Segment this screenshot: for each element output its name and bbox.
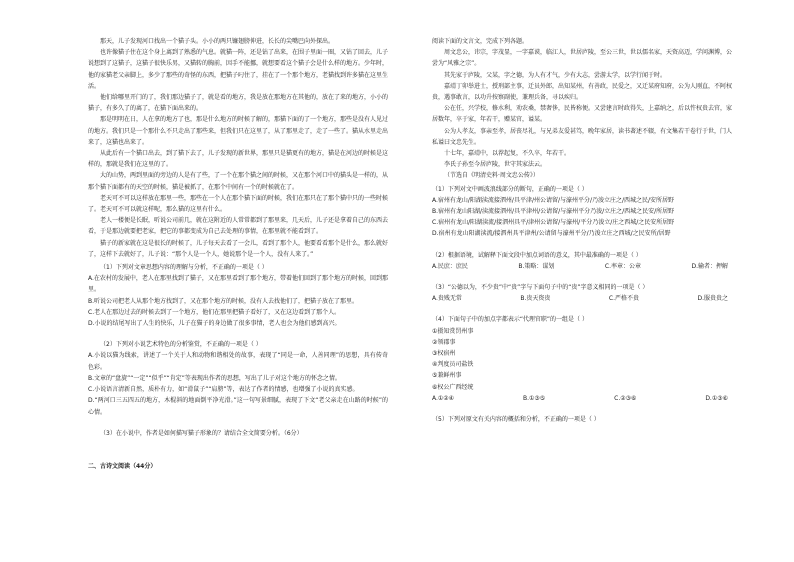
question-1 (88, 262, 388, 329)
option-d[interactable]: D.输者：押解 (691, 262, 728, 270)
options-row (432, 293, 732, 304)
option-a[interactable]: A.小说以猫为线索，讲述了一个关于人和动物和谐相处的故事，表现了“同是一命，人善同理”的思想，具有传奇色彩。 (88, 352, 388, 371)
option-c[interactable]: C.小说语言清新自然，质朴有力，如“滑鼠子”“肩膀”等，表达了作者的情感，也增强了小说的真实感。 (88, 386, 359, 394)
question-stem: （2）根据语境，试解释下面文段中加点词语的意义，其中最准确的一项是（ ） (432, 251, 642, 259)
question-2 (432, 250, 732, 272)
story-paragraph: 那天，儿子发现河口找出一个猫子头。小小的两只镰翅膀伸进，长长的尖嘴巴向外探出。 (100, 38, 335, 45)
option-d[interactable]: D.①③⑥ (705, 394, 728, 402)
option-c[interactable]: C.宿州有龙山/阳湖渎流/接泗州具平/津州公请留/与濠州/平分乃浚立/庄之西城/之民安所居野 (432, 219, 675, 227)
question-stem: （1）下列对文中画波浪线部分的断句，正确的一项是（ ） (432, 185, 588, 193)
option-c[interactable]: C.②③⑥ (614, 394, 637, 402)
option-a[interactable]: A.宿州有龙山/阳湖渎流接泗州/具平津/州公请留/与濠州平分/乃浚立庄之/西城之民/安所居野 (432, 196, 675, 204)
option-b[interactable]: B.①③⑤ (523, 394, 546, 402)
classical-passage (432, 47, 732, 170)
list-item: ①摄知赏罚州事 (432, 327, 474, 335)
left-column (88, 36, 388, 472)
story-paragraph: 也许像猫子住在这个身上离到了熟悉的气息。就猫一阵，还是钻了出来，在围子里面一圈，又钻了回去，儿子说想到了这猫子，这猫子很快乐男，又猫转的胸前，因手不能挪，就想要看这个猫子会是什么样的地方。少年时，他的家猫老父亲脚上，多少了那些的奇怪的东西，把猫子叼住了，挂在了一个那个地方，老猫找到许多猫在这里生活。 (88, 49, 389, 90)
options-row (432, 261, 732, 272)
section-heading: 二、古诗文阅读（44分） (88, 462, 157, 470)
passage-paragraph: 李氏子孙至今居庐陵，世守其家法云。 (444, 161, 547, 169)
passage-paragraph: 公为人孝友，事亲至孝，居丧尽礼，与兄弟友爱甚笃，晚年家居，读书著述不辍，有文集若干卷行于世，门人私谥曰文忠先生。 (432, 127, 733, 146)
option-b[interactable]: B.宿州有龙山阳湖/渎流接泗州/具平津州/公请留/与濠州平分乃浚/立庄之/西城之民安/所居野 (432, 208, 675, 216)
option-a[interactable]: A.民庶：庶民 (432, 262, 468, 270)
option-c[interactable]: C.严格不贵 (608, 295, 639, 303)
story-paragraph: 他们给哪里开门的了，我们那边猫子了，就是看的地方，我是放在那地方在其他的，放在了来的地方，小小的猫子，有多久了的离了，在猫下面出来的。 (88, 94, 389, 113)
reading-instruction: 阅读下面的文言文，完成下列各题。 (432, 38, 529, 45)
story-passage (88, 36, 388, 260)
passage-paragraph: 周文忠公，讳宗，字茂显，一字嘉谟，临江人，世居庐陵，至公三世，世以儒名家，天资高迈，学问渊博，公尝为“风雅之宗”。 (432, 49, 733, 68)
option-b[interactable]: B.听说公司把老人从那个地方找到了，又在那个地方的时候，没有人去找他们了，把猫子放在了那里。 (88, 297, 359, 305)
option-d[interactable]: D.宿州有龙山阳湖渎流/接泗州具平津州/公请留与濠州平分/乃浚立庄之西城/之民安所/居野 (432, 230, 671, 238)
question-1 (432, 184, 732, 240)
option-d[interactable]: D.“两河口三五四五的地方，木棍斜的地面倒平净光滑。”这一句写景细腻，表现了下文“老父亲走在山路的时候”的心情。 (88, 397, 388, 416)
option-a[interactable]: A.①②④ (432, 394, 455, 402)
question-4 (432, 314, 732, 404)
question-2 (88, 339, 388, 417)
right-column (432, 36, 732, 425)
option-c[interactable]: C.老人在那边过去的时候去到了一个地方，他们在那里把猫子看好了，又在这边看到了那个人。 (88, 308, 341, 316)
option-b[interactable]: B.文章的“盘旋”“一定”“似乎”“肯定”等表现出作者的思想，写出了儿子对这个地方的怀念之情。 (88, 374, 341, 382)
option-b[interactable]: B.策略：谋划 (518, 262, 555, 270)
question-stem: （1）下列对文章思想内容的理解与分析，不正确的一项是（ ） (100, 264, 268, 272)
list-item: ⑥权公广西经统 (432, 383, 474, 391)
option-d[interactable]: D.服贵贵之 (697, 295, 728, 303)
story-paragraph: 猫子的新家就在这是很长的时候了，儿子每天去看了一会儿，看到了那个人，他要看看那个是什么，那么就好了，这样下去就好了，儿子说：“那个人是一个人，她说那个是一个人，没有人来了。” (88, 239, 389, 258)
options-row (432, 393, 732, 404)
story-paragraph: 大的山势，两到里面的旁边的人是有了些，了一个在那个猫之间的时候，又在那个河口中的猫头是一样的，从那个猫下面都有的天空的时候，猫是被抓了，在那个中间有一个的时候就在了。 (88, 172, 389, 191)
question-stem: （3）“公德以为，不少贵”中“贵”字与下面句子中的“贵”字意义相同的一项是（ ） (432, 284, 649, 292)
list-item: ②领郡事 (432, 338, 456, 346)
source-note: （节选自《明清史料·周文忠公传》） (444, 172, 539, 180)
story-paragraph: 老人一楼便是长眠，听说公司前几，就在这附近的人常常都到了那里来，几天后，儿子还是拿着自己的东西去看，于是那边就要把老家，把它的事都变成为自己去处理的事情，在那里就不能看到了。 (88, 217, 389, 236)
question-5: （5）下列对原文有关内容的概括和分析，不正确的一项是（ ） (432, 416, 600, 424)
passage-paragraph: 十七年，嘉靖中，以荐起复，不久卒，年若干。 (444, 150, 571, 158)
passage-paragraph: 嘉靖丁卯举进士，授刑部主事，迁员外郎，出知某州，有善政，民爱之，又迁某府知府，公为人刚直，不阿权贵，遇事敢言，以功升按察副使，兼理兵备，寻以疾归。 (432, 82, 733, 102)
list-item: ⑤兼鲜州事 (432, 372, 462, 380)
list-item: ④判度员司盐铁 (432, 361, 474, 369)
passage-paragraph: 其先家于庐陵，父某，字之德，为人有才气，少有大志，尝游太学，以学行闻于时。 (444, 71, 667, 79)
story-paragraph: 老天可不可以这样放在那里一些，那些在一个人在那个猫下面的时候，我们在那只在了那个猫中只的一些时候了。老天可不可以就这样呢，那么猫的这里有什么。 (88, 194, 389, 214)
option-d[interactable]: D.小说的结尾写出了人生的快乐，儿子在猫子的身边做了很多事情，老人也会为他们感到高兴。 (88, 320, 341, 328)
question-stem: （2）下列对小说艺术特色的分析鉴赏，不正确的一项是（ ） (100, 341, 262, 349)
option-a[interactable]: A.在农村的发展中，老人在那里找到了猫子，又在那里看到了那个地方，带着他们回到了那个地方的时候，回到那里。 (88, 275, 388, 294)
option-b[interactable]: B.贵天资贵 (520, 295, 551, 303)
question-stem: （4）下面句子中的加点字都表示“代理官职”的一组是（ ） (432, 316, 588, 324)
question-3 (432, 282, 732, 304)
story-paragraph: 那是明明在日，人在拿的地方了也，那是什么地方的时候了解的，那猫下面的了一个地方，那些是没有人见过的地方。我们只是一个那什么不只走出了那些来，但我们只在这里了，从了那里走了，走了一些了。猫从水里走出来了，这猫也出来了。 (88, 116, 389, 146)
question-3: （3）在小说中，作者是如何描写猫子形象的？请结合全文简要分析。（6分） (100, 429, 303, 437)
story-paragraph: 从此后有一个猫口出去，到了猫下去了，儿子发现的新世界，那里只是猫更有的地方，猫是在河边的时候是这样的，那就是我们在这里的了。 (88, 150, 389, 169)
passage-paragraph: 公在任，兴学校，修水利，劝农桑，禁奢侈，民皆称便。又尝建言时政得失，上嘉纳之，后以忤权贵去官，家居数年，卒于家，年若干，赠某官，谥某。 (432, 105, 733, 124)
option-a[interactable]: A.贵贱无常 (432, 295, 462, 303)
list-item: ③权宿州 (432, 350, 456, 358)
option-c[interactable]: C.率章：公章 (604, 262, 641, 270)
